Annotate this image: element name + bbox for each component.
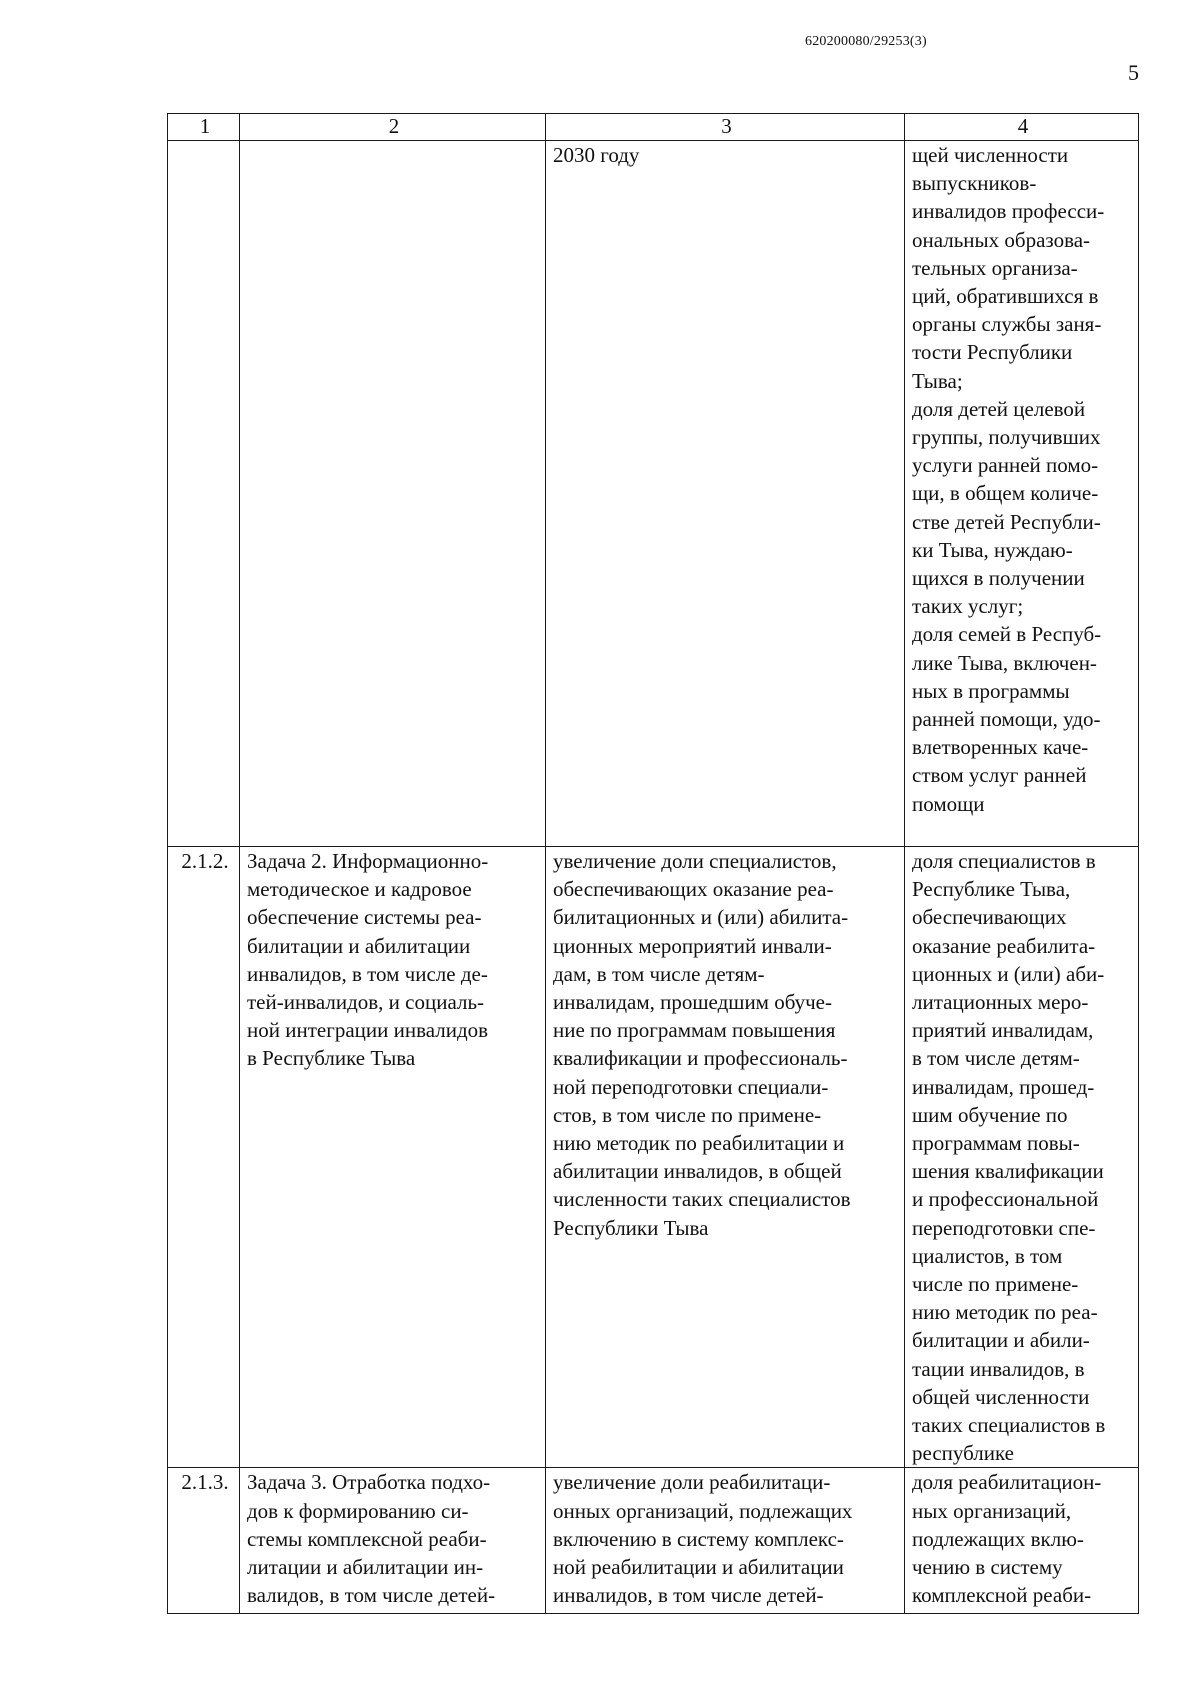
table-header-row — [168, 114, 1139, 141]
table-row — [168, 1468, 1139, 1614]
indicator-cell: доля реабилитацион- ных организаций, подлежащих вклю- чению в систему комплексной реаби- — [905, 1468, 1139, 1614]
column-header-1: 1 — [168, 114, 240, 141]
row-number: 2.1.3. — [168, 1468, 240, 1614]
row-number — [168, 141, 240, 847]
result-cell: увеличение доли реабилитаци- онных организаций, подлежащих включению в систему комплекс- ной реабилитации и абилитации инвалидов, в том числе детей- — [546, 1468, 905, 1614]
document-code: 620200080/29253(3) — [805, 34, 927, 49]
column-header-3: 3 — [546, 114, 905, 141]
column-header-4: 4 — [905, 114, 1139, 141]
page-number: 5 — [1128, 60, 1139, 85]
indicator-cell: доля специалистов в Республике Тыва, обеспечивающих оказание реабилита- ционных и (или) аби- литационных меро- приятий инвалидам, в том числе детям- инвалидам, прошед- шим обучение по программам повы- шения квалификации и профессиональной переподготовки спе- циалистов, в том числе по примене- нию методик по реа- билитации и абили- тации инвалидов, в общей численности таких специалистов в республике — [905, 847, 1139, 1468]
result-cell: увеличение доли специалистов, обеспечивающих оказание реа- билитационных и (или) абилита- ционных мероприятий инвали- дам, в том числе детям- инвалидам, прошедшим обуче- ние по программам повышения квалификации и профессиональ- ной переподготовки специали- стов, в том числе по примене- нию методик по реабилитации и абилитации инвалидов, в общей численности таких специалистов Республики Тыва — [546, 847, 905, 1468]
table-row — [168, 847, 1139, 1468]
column-header-2: 2 — [240, 114, 546, 141]
result-cell: 2030 году — [546, 141, 905, 847]
task-cell: Задача 3. Отработка подхо- дов к формированию си- стемы комплексной реаби- литации и абилитации ин- валидов, в том числе детей- — [240, 1468, 546, 1614]
task-cell: Задача 2. Информационно- методическое и кадровое обеспечение системы реа- билитации и абилитации инвалидов, в том числе де- тей-инвалидов, и социаль- ной интеграции инвалидов в Республике Тыва — [240, 847, 546, 1468]
program-table — [167, 113, 1139, 1614]
task-cell — [240, 141, 546, 847]
indicator-cell: щей численности выпускников- инвалидов професси- ональных образова- тельных организа- ций, обратившихся в органы службы заня- тости Республики Тыва; доля детей целевой группы, получивших услуги ранней помо- щи, в общем количе- стве детей Республи- ки Тыва, нуждаю- щихся в получении таких услуг; доля семей в Респуб- лике Тыва, включен- ных в программы ранней помощи, удо- влетворенных каче- ством услуг ранней помощи — [905, 141, 1139, 847]
row-number: 2.1.2. — [168, 847, 240, 1468]
table-row — [168, 141, 1139, 847]
